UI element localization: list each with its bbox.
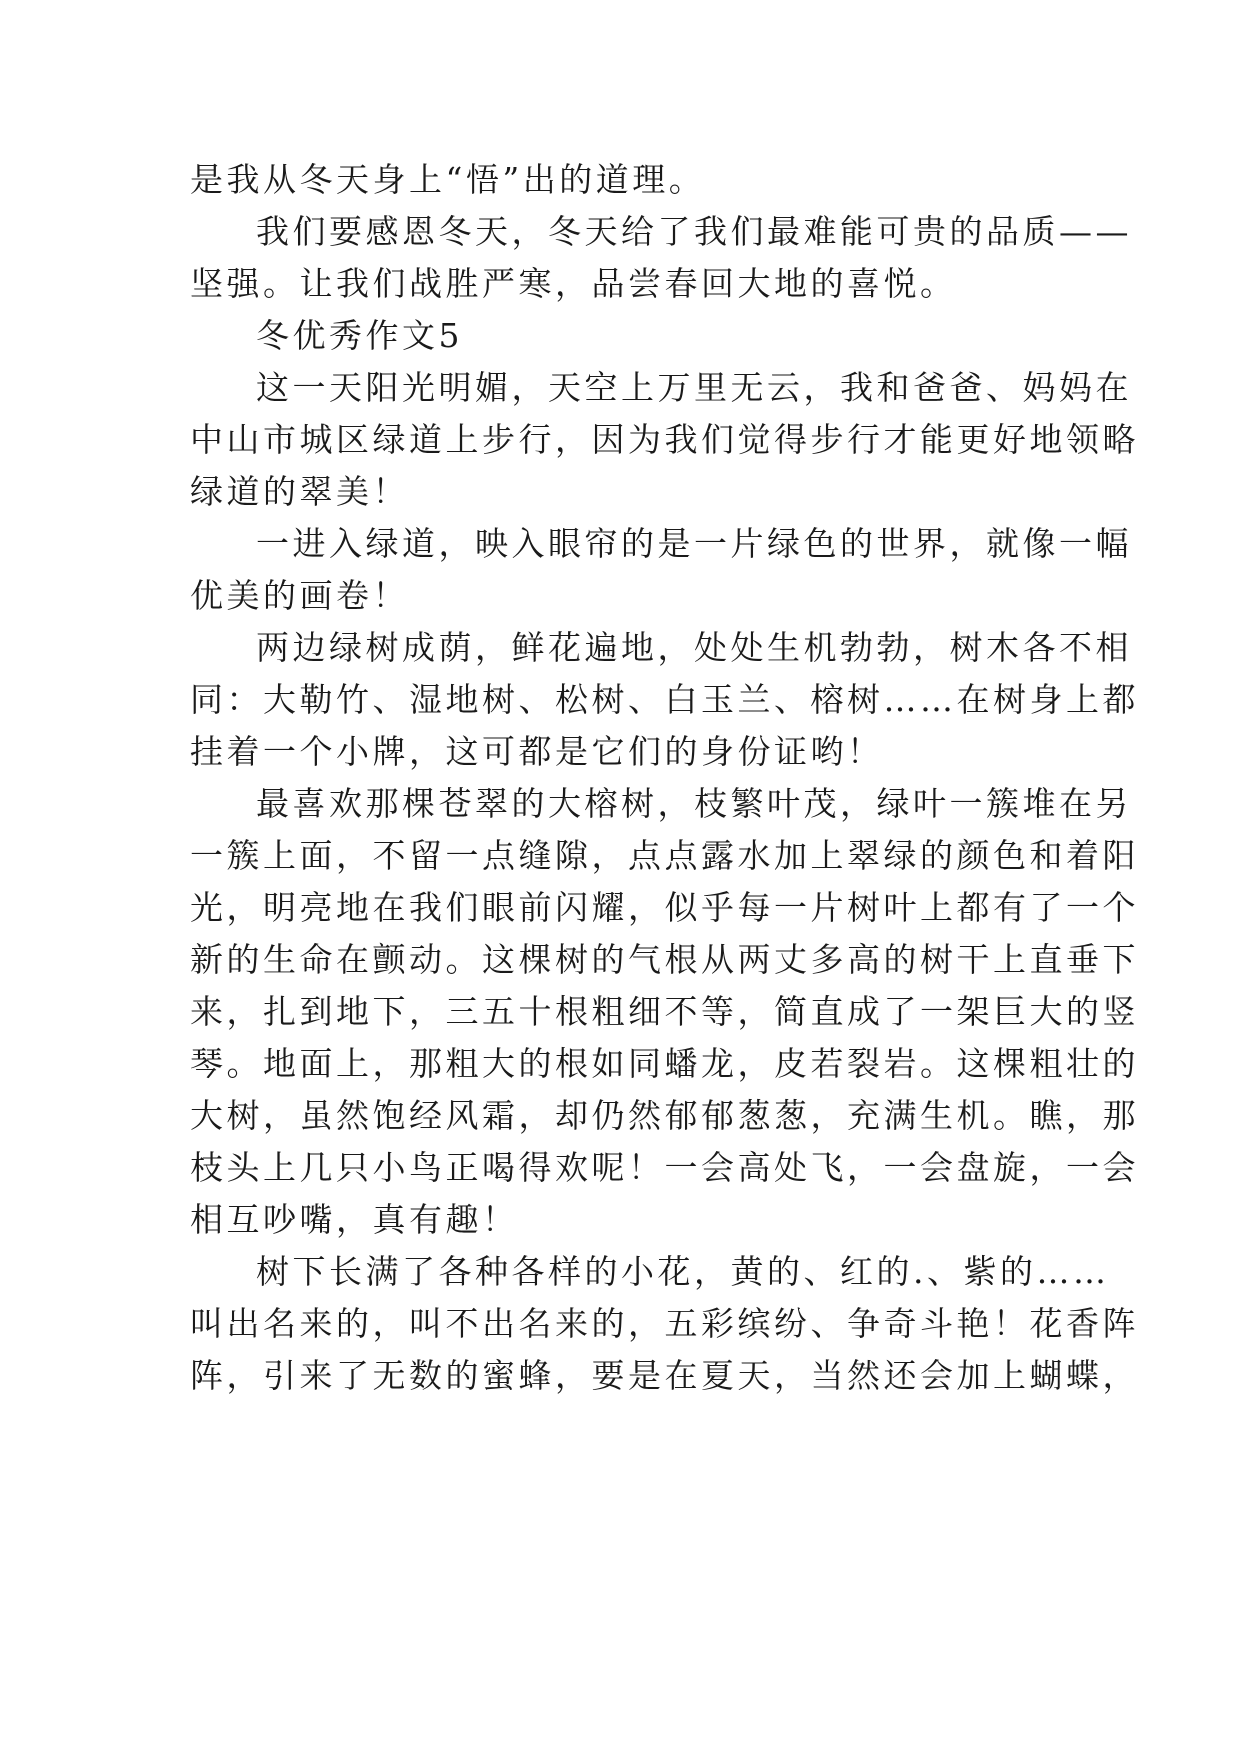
text-line: 一簇上面，不留一点缝隙，点点露水加上翠绿的颜色和着阳 [190,836,1139,875]
section-heading: 冬优秀作文5 [256,316,463,355]
text-line: 大树，虽然饱经风霜，却仍然郁郁葱葱，充满生机。瞧，那 [190,1096,1139,1135]
text-line: 挂着一个小牌，这可都是它们的身份证哟！ [190,732,884,771]
paragraph-start: 这一天阳光明媚，天空上万里无云，我和爸爸、妈妈在 [256,368,1132,407]
text-line: 同：大勒竹、湿地树、松树、白玉兰、榕树……在树身上都 [190,680,1139,719]
paragraph-start: 两边绿树成荫，鲜花遍地，处处生机勃勃，树木各不相 [256,628,1132,667]
text-line: 新的生命在颤动。这棵树的气根从两丈多高的树干上直垂下 [190,940,1139,979]
text-line: 叫出名来的，叫不出名来的，五彩缤纷、争奇斗艳！花香阵 [190,1304,1139,1343]
paragraph-start: 最喜欢那棵苍翠的大榕树，枝繁叶茂，绿叶一簇堆在另 [256,784,1132,823]
text-line: 相互吵嘴，真有趣！ [190,1200,519,1239]
text-line: 来，扎到地下，三五十根粗细不等，简直成了一架巨大的竖 [190,992,1139,1031]
text-line: 是我从冬天身上“悟”出的道理。 [190,160,706,199]
paragraph-start: 我们要感恩冬天，冬天给了我们最难能可贵的品质—— [256,212,1132,251]
text-line: 光，明亮地在我们眼前闪耀，似乎每一片树叶上都有了一个 [190,888,1139,927]
paragraph-start: 一进入绿道，映入眼帘的是一片绿色的世界，就像一幅 [256,524,1132,563]
text-line: 琴。地面上，那粗大的根如同蟠龙，皮若裂岩。这棵粗壮的 [190,1044,1139,1083]
text-line: 坚强。让我们战胜严寒，品尝春回大地的喜悦。 [190,264,957,303]
text-line: 绿道的翠美！ [190,472,409,511]
text-line: 中山市城区绿道上步行，因为我们觉得步行才能更好地领略 [190,420,1139,459]
paragraph-start: 树下长满了各种各样的小花，黄的、红的.、紫的…… [256,1252,1110,1291]
text-line: 阵，引来了无数的蜜蜂，要是在夏天，当然还会加上蝴蝶， [190,1356,1139,1395]
text-line: 枝头上几只小鸟正喝得欢呢！一会高处飞，一会盘旋，一会 [190,1148,1139,1187]
text-line: 优美的画卷！ [190,576,409,615]
